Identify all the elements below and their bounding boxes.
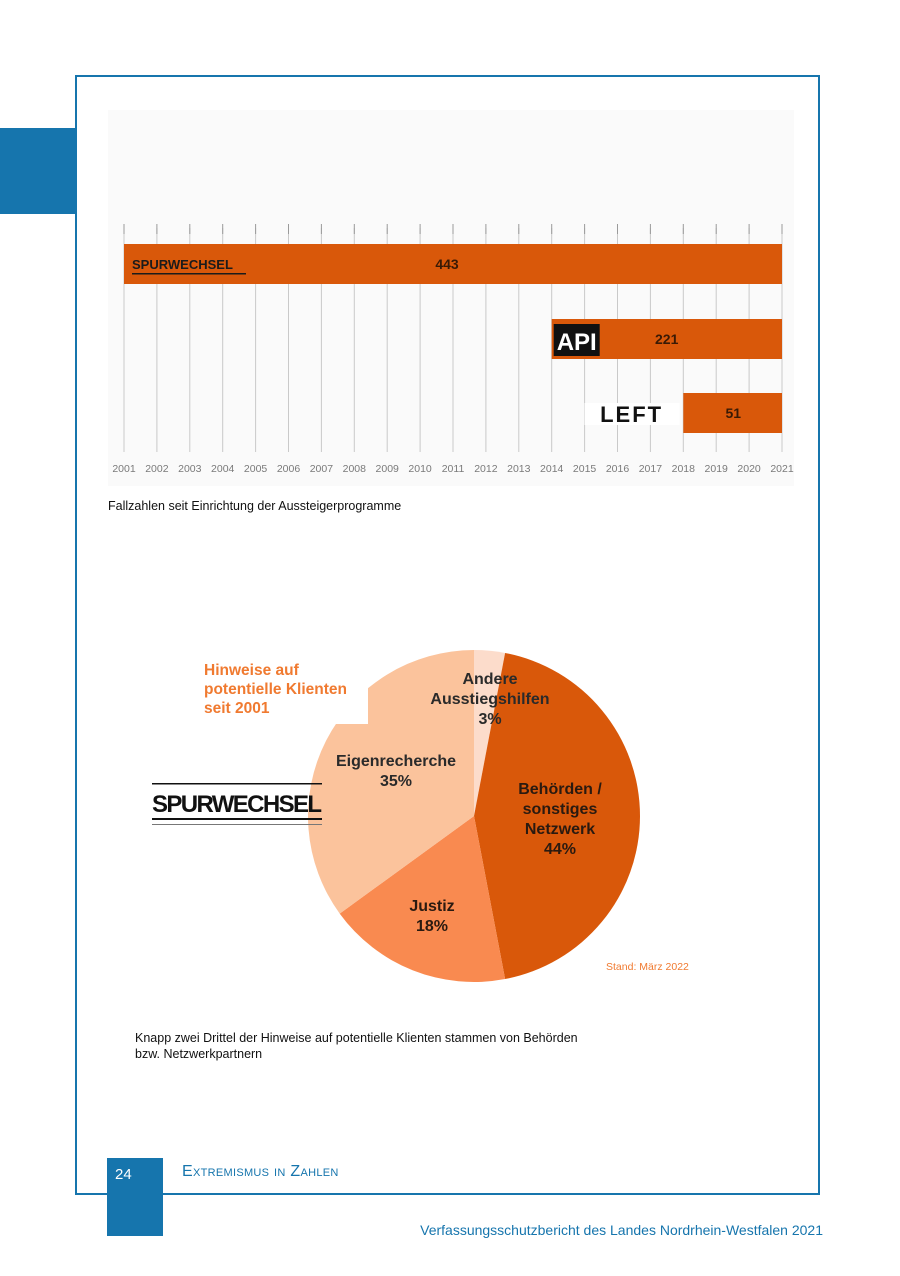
x-tick-label: 2001	[112, 463, 136, 475]
spurwechsel-logo	[132, 257, 246, 275]
x-tick-label: 2019	[704, 463, 728, 475]
spurwechsel-logo-pie	[152, 783, 322, 825]
bar-value-label: 51	[725, 405, 742, 421]
pie-stand-note: Stand: März 2022	[606, 961, 689, 973]
x-tick-label: 2007	[309, 463, 334, 475]
bar-chart	[108, 110, 794, 486]
x-tick-label: 2003	[178, 463, 202, 475]
x-tick-label: 2018	[671, 463, 695, 475]
svg-text:SPURWECHSEL: SPURWECHSEL	[132, 257, 233, 272]
x-tick-label: 2010	[408, 463, 432, 475]
section-tab-marker	[0, 128, 77, 214]
pie-chart-caption: Knapp zwei Drittel der Hinweise auf potentielle Klienten stammen von Behörden bzw. Netzwerkpartnern	[135, 1031, 578, 1061]
bar-value-label: 221	[655, 331, 679, 347]
pie-title: Hinweise auf potentielle Klienten seit 2001	[204, 662, 347, 717]
x-tick-label: 2016	[605, 463, 630, 475]
api-logo	[554, 324, 600, 356]
x-tick-label: 2015	[572, 463, 597, 475]
x-tick-label: 2013	[507, 463, 531, 475]
x-tick-label: 2006	[276, 463, 301, 475]
pie-slice-label: Andere Ausstiegshilfen 3%	[430, 671, 550, 728]
section-title: Extremismus in Zahlen	[182, 1163, 339, 1180]
left-logo	[585, 402, 680, 427]
pie-slice-label: Behörden / sonstiges Netzwerk 44%	[518, 781, 602, 858]
footer-title: Verfassungsschutzbericht des Landes Nordrhein-Westfalen 2021	[420, 1222, 823, 1238]
pie-chart	[140, 640, 720, 995]
x-tick-label: 2021	[770, 463, 794, 475]
x-tick-label: 2009	[375, 463, 399, 475]
x-tick-label: 2005	[243, 463, 268, 475]
pie-slice-label: Justiz 18%	[409, 898, 455, 935]
page-number: 24	[115, 1166, 132, 1183]
svg-text:API: API	[556, 329, 597, 356]
svg-text:SPURWECHSEL: SPURWECHSEL	[152, 791, 322, 818]
pie-slice-label: Eigenrecherche 35%	[335, 753, 457, 790]
x-tick-label: 2002	[145, 463, 169, 475]
x-tick-label: 2014	[540, 463, 564, 475]
x-tick-label: 2017	[638, 463, 663, 475]
x-tick-label: 2004	[211, 463, 235, 475]
bar-chart-caption: Fallzahlen seit Einrichtung der Aussteigerprogramme	[108, 499, 402, 513]
x-tick-label: 2020	[737, 463, 761, 475]
x-tick-label: 2008	[342, 463, 366, 475]
bar-value-label: 443	[435, 256, 459, 272]
svg-text:LEFT: LEFT	[600, 402, 664, 427]
x-tick-label: 2012	[474, 463, 498, 475]
x-tick-label: 2011	[441, 463, 465, 475]
